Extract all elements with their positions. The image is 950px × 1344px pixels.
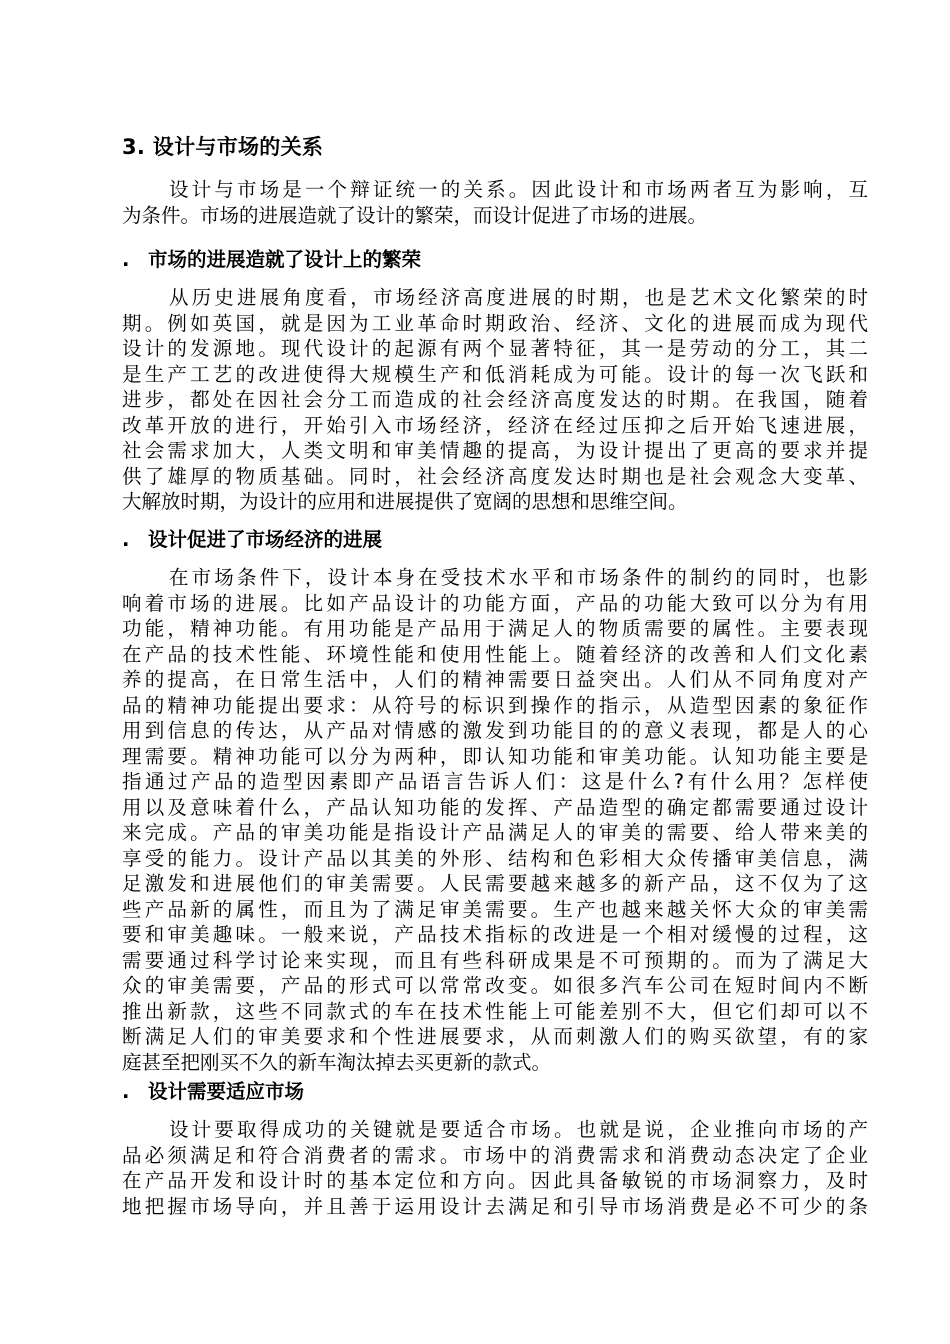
heading-bullet: .	[122, 248, 130, 271]
paragraph-line: 断满足人们的审美要求和个性进展要求，从而刺激人们的购买欲望，有的家	[122, 1025, 868, 1048]
heading-bullet: .	[122, 528, 130, 551]
paragraph-line: 指通过产品的造型因素即产品语言告诉人们：这是什么?有什么用？怎样使	[122, 770, 868, 793]
heading-text: 设计需要适应市场	[148, 1080, 305, 1103]
paragraph-line: 需要通过科学讨论来实现，而且有些科研成果是不可预期的。而为了满足大	[122, 948, 868, 972]
paragraph-line: 品的精神功能提出要求：从符号的标识到操作的指示，从造型因素的象征作	[122, 693, 868, 717]
heading-text: 设计促进了市场经济的进展	[148, 528, 383, 551]
heading-text: 市场的进展造就了设计上的繁荣	[148, 248, 422, 271]
paragraph-line: 享受的能力。设计产品以其美的外形、结构和色彩相大众传播审美信息，满	[122, 846, 868, 870]
paragraph-line: 进步，都处在因社会分工而造成的社会经济高度发达的时期。在我国，随着	[122, 388, 868, 411]
paragraph-line: 设计与市场是一个辩证统一的关系。因此设计和市场两者互为影响，互	[169, 178, 868, 201]
paragraph-line: 要和审美趣味。一般来说，产品技术指标的改进是一个相对缓慢的过程，这	[122, 923, 868, 946]
paragraph-line: 理需要。精神功能可以分为两种，即认知功能和审美功能。认知功能主要是	[122, 744, 868, 768]
paragraph-line: 品必须满足和符合消费者的需求。市场中的消费需求和消费动态决定了企业	[122, 1143, 868, 1167]
paragraph-line: 供了雄厚的物质基础。同时，社会经济高度发达时期也是社会观念大变革、	[122, 464, 868, 488]
paragraph-line: 设计要取得成功的关键就是要适合市场。也就是说，企业推向市场的产	[169, 1118, 868, 1141]
paragraph-line: 是生产工艺的改进使得大规模生产和低消耗成为可能。设计的每一次飞跃和	[122, 362, 868, 386]
paragraph-design-adapts-market	[122, 1117, 868, 1219]
subsection-heading-market-prosperity	[122, 246, 421, 274]
subsection-heading-design-adapts-market	[122, 1078, 304, 1106]
section-title: 3. 设计与市场的关系	[122, 135, 324, 159]
paragraph-line: 用到信息的传达，从产品对情感的激发到功能目的的意义表现，都是人的心	[122, 719, 868, 742]
paragraph-line: 改革开放的进行，开始引入市场经济，经济在经过压抑之后开始飞速进展，	[122, 413, 868, 437]
subsection-heading-design-promotes-market	[122, 526, 382, 554]
paragraph-line: 响着市场的进展。比如产品设计的功能方面，产品的功能大致可以分为有用	[122, 591, 868, 615]
paragraph-line: 功能，精神功能。有用功能是产品用于满足人的物质需要的属性。主要表现	[122, 617, 868, 640]
paragraph-line: 足激发和进展他们的审美需要。人民需要越来越多的新产品，这不仅为了这	[122, 872, 868, 895]
paragraph-line: 地把握市场导向，并且善于运用设计去满足和引导市场消费是必不可少的条	[122, 1194, 868, 1218]
intro-paragraph	[122, 177, 868, 228]
paragraph-market-prosperity	[122, 285, 868, 515]
paragraph-line: 些产品新的属性，而且为了满足审美需要。生产也越来越关怀大众的审美需	[122, 897, 868, 921]
paragraph-line: 庭甚至把刚买不久的新车淘汰掉去买更新的款式。	[122, 1050, 552, 1074]
paragraph-line: 社会需求加大，人类文明和审美情趣的提高，为设计提出了更高的要求并提	[122, 439, 868, 462]
paragraph-line: 在市场条件下，设计本身在受技术水平和市场条件的制约的同时，也影	[169, 566, 868, 589]
paragraph-line: 在产品的技术性能、环境性能和使用性能上。随着经济的改善和人们文化素	[122, 642, 868, 666]
paragraph-line: 养的提高，在日常生活中，人们的精神需要日益突出。人们从不同角度对产	[122, 668, 868, 691]
paragraph-line: 推出新款，这些不同款式的车在技术性能上可能差别不大，但它们却可以不	[122, 999, 868, 1023]
paragraph-line: 从历史进展角度看，市场经济高度进展的时期，也是艺术文化繁荣的时	[169, 286, 868, 309]
paragraph-line: 期。例如英国，就是因为工业革命时期政治、经济、文化的进展而成为现代	[122, 311, 868, 335]
paragraph-line: 大解放时期，为设计的应用和进展提供了宽阔的思想和思维空间。	[122, 490, 688, 513]
heading-bullet: .	[122, 1080, 130, 1103]
paragraph-line: 来完成。产品的审美功能是指设计产品满足人的审美的需要、给人带来美的	[122, 821, 868, 844]
paragraph-line: 设计的发源地。现代设计的起源有两个显著特征，其一是劳动的分工，其二	[122, 337, 868, 360]
paragraph-line: 为条件。市场的进展造就了设计的繁荣，而设计促进了市场的进展。	[122, 203, 708, 227]
paragraph-line: 众的审美需要，产品的形式可以常常改变。如很多汽车公司在短时间内不断	[122, 974, 868, 997]
paragraph-design-promotes-market	[122, 565, 868, 1075]
paragraph-line: 用以及意味着什么，产品认知功能的发挥、产品造型的确定都需要通过设计	[122, 795, 868, 819]
paragraph-line: 在产品开发和设计时的基本定位和方向。因此具备敏锐的市场洞察力，及时	[122, 1169, 868, 1192]
